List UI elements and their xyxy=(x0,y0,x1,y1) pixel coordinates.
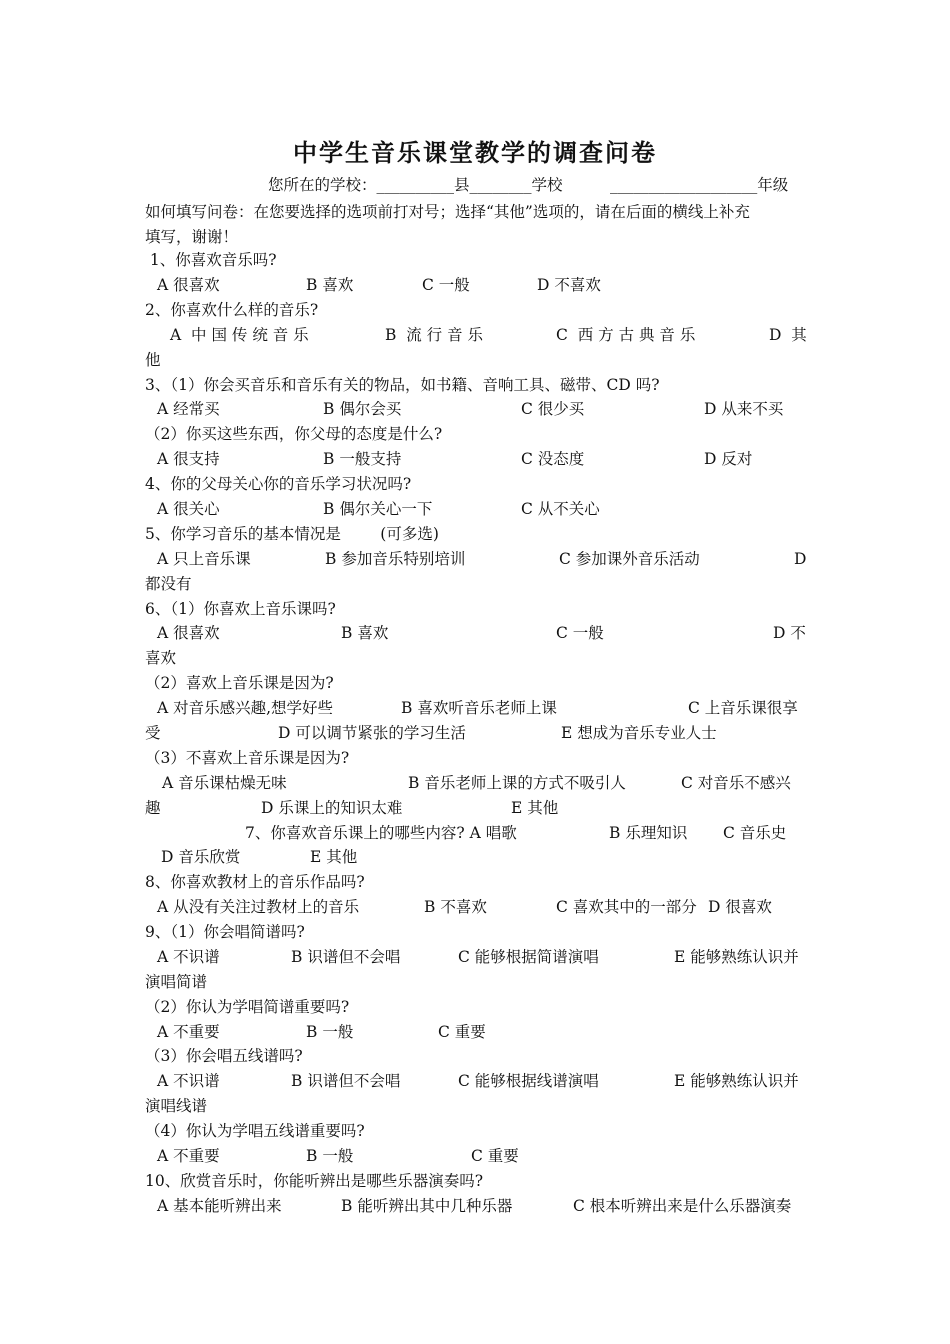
question-text: 7、你喜欢音乐课上的哪些内容? A 唱歌 xyxy=(245,824,517,842)
option-d-cont: 都没有 xyxy=(145,575,192,593)
option-a[interactable]: A 很关心 xyxy=(157,500,220,518)
question-9-sub-4-options xyxy=(0,1144,519,1169)
option-b[interactable]: B 喜欢 xyxy=(341,624,389,642)
option-b[interactable]: B 识谱但不会唱 xyxy=(291,948,401,966)
question-text: 8、你喜欢教材上的音乐作品吗? xyxy=(145,873,365,891)
option-b[interactable]: B 音乐老师上课的方式不吸引人 xyxy=(408,774,626,792)
option-a[interactable]: A 从没有关注过教材上的音乐 xyxy=(157,898,360,916)
question-text: （4）你认为学唱五线谱重要吗? xyxy=(145,1122,365,1140)
option-c[interactable]: C 能够根据线谱演唱 xyxy=(458,1072,599,1090)
question-9 xyxy=(0,920,305,945)
question-6-options xyxy=(0,621,806,646)
option-d[interactable]: D 乐课上的知识太难 xyxy=(261,799,403,817)
option-c[interactable]: C 一般 xyxy=(422,276,470,294)
option-b[interactable]: B 一般支持 xyxy=(323,450,402,468)
option-b[interactable]: B 喜欢 xyxy=(306,276,354,294)
question-text: （3）不喜欢上音乐课是因为? xyxy=(145,749,350,767)
question-6-sub-2-options xyxy=(0,696,798,721)
question-text: 9、（1）你会唱简谱吗? xyxy=(145,923,305,941)
question-7-options-cont xyxy=(0,845,358,870)
question-6-options-cont xyxy=(0,646,177,671)
option-c[interactable]: C 喜欢其中的一部分 xyxy=(556,898,697,916)
question-4 xyxy=(0,472,412,497)
option-c[interactable]: C 重要 xyxy=(438,1023,486,1041)
option-b[interactable]: B 喜欢听音乐老师上课 xyxy=(401,699,557,717)
option-c[interactable]: C 根本听辨出来是什么乐器演奏 xyxy=(573,1197,792,1215)
question-5 xyxy=(0,522,439,547)
option-d[interactable]: D 可以调节紧张的学习生活 xyxy=(278,724,466,742)
page-title: 中学生音乐课堂教学的调查问卷 xyxy=(293,138,657,167)
question-9-sub-3-options-cont xyxy=(0,1094,208,1119)
question-9-sub-3-options xyxy=(0,1069,799,1094)
question-text: （2）你买这些东西，你父母的态度是什么? xyxy=(145,425,443,443)
option-e[interactable]: E 能够熟练认识并 xyxy=(674,1072,799,1090)
option-c[interactable]: C 参加课外音乐活动 xyxy=(559,550,700,568)
option-c[interactable]: C 音乐史 xyxy=(723,824,787,842)
school-field-label: 您所在的学校：__________县________学校 xyxy=(268,176,563,194)
instructions-text: 如何填写问卷：在您要选择的选项前打对号；选择“其他”选项的，请在后面的横线上补充 xyxy=(145,203,750,221)
option-c[interactable]: C 能够根据简谱演唱 xyxy=(458,948,599,966)
question-9-options-cont xyxy=(0,970,208,995)
option-a[interactable]: A 中 国 传 统 音 乐 xyxy=(170,326,309,344)
school-line xyxy=(0,173,789,198)
question-7 xyxy=(0,821,787,846)
option-b[interactable]: B 不喜欢 xyxy=(424,898,487,916)
question-1 xyxy=(0,248,277,273)
option-c[interactable]: C 上音乐课很享 xyxy=(688,699,798,717)
question-6-sub-3 xyxy=(0,746,350,771)
question-2-options xyxy=(0,323,807,348)
question-9-sub-4 xyxy=(0,1119,365,1144)
option-b[interactable]: B 能听辨出其中几种乐器 xyxy=(341,1197,513,1215)
question-3-sub-2-options xyxy=(0,447,753,472)
option-a[interactable]: A 不重要 xyxy=(157,1147,220,1165)
option-d[interactable]: D 音乐欣赏 xyxy=(161,848,241,866)
option-d[interactable]: D xyxy=(794,550,807,568)
option-d[interactable]: D 不 xyxy=(773,624,806,642)
question-2 xyxy=(0,298,319,323)
question-9-sub-3 xyxy=(0,1044,303,1069)
option-c-cont: 趣 xyxy=(145,799,161,817)
option-c[interactable]: C 重要 xyxy=(471,1147,519,1165)
question-9-sub-2-options xyxy=(0,1020,486,1045)
question-9-options xyxy=(0,945,799,970)
question-6-sub-2 xyxy=(0,671,334,696)
option-e-cont: 演唱简谱 xyxy=(145,973,208,991)
question-text: 1、你喜欢音乐吗? xyxy=(145,251,277,269)
option-a[interactable]: A 很喜欢 xyxy=(157,624,220,642)
question-text: 2、你喜欢什么样的音乐? xyxy=(145,301,319,319)
option-d[interactable]: D 很喜欢 xyxy=(708,898,772,916)
option-c[interactable]: C 对音乐不感兴 xyxy=(681,774,791,792)
option-b[interactable]: B 流 行 音 乐 xyxy=(385,326,484,344)
question-6 xyxy=(0,597,336,622)
question-3-sub-2 xyxy=(0,422,443,447)
option-a[interactable]: A 很喜欢 xyxy=(157,276,220,294)
question-10-options xyxy=(0,1194,792,1219)
option-c[interactable]: C 一般 xyxy=(556,624,604,642)
question-3 xyxy=(0,373,660,398)
question-8 xyxy=(0,870,365,895)
question-text: （2）你认为学唱简谱重要吗? xyxy=(145,998,350,1016)
option-a[interactable]: A 只上音乐课 xyxy=(157,550,251,568)
option-a[interactable]: A 不识谱 xyxy=(157,1072,220,1090)
option-c[interactable]: C 西 方 古 典 音 乐 xyxy=(556,326,696,344)
question-1-options xyxy=(0,273,601,298)
option-c-cont: 受 xyxy=(145,724,161,742)
option-d[interactable]: D 反对 xyxy=(704,450,753,468)
question-4-options xyxy=(0,497,600,522)
option-d[interactable]: D 不喜欢 xyxy=(537,276,601,294)
option-a[interactable]: A 经常买 xyxy=(157,400,220,418)
question-text: （3）你会唱五线谱吗? xyxy=(145,1047,303,1065)
option-e[interactable]: E 想成为音乐专业人士 xyxy=(561,724,717,742)
option-c[interactable]: C 从不关心 xyxy=(521,500,600,518)
option-a[interactable]: A 音乐课枯燥无味 xyxy=(162,774,287,792)
option-c[interactable]: C 没态度 xyxy=(521,450,585,468)
question-6-sub-3-options-cont xyxy=(0,796,559,821)
question-5-options-cont xyxy=(0,572,192,597)
option-a[interactable]: A 不识谱 xyxy=(157,948,220,966)
option-d[interactable]: D 从来不买 xyxy=(704,400,784,418)
option-b[interactable]: B 乐理知识 xyxy=(609,824,688,842)
option-e[interactable]: E 其他 xyxy=(511,799,559,817)
option-d[interactable]: D 其 xyxy=(769,326,807,344)
option-b[interactable]: B 识谱但不会唱 xyxy=(291,1072,401,1090)
question-9-sub-2 xyxy=(0,995,350,1020)
question-6-sub-3-options xyxy=(0,771,791,796)
question-text: 4、你的父母关心你的音乐学习状况吗? xyxy=(145,475,412,493)
option-c[interactable]: C 很少买 xyxy=(521,400,585,418)
option-b[interactable]: B 一般 xyxy=(306,1023,354,1041)
option-e[interactable]: E 其他 xyxy=(310,848,358,866)
instructions-line-2 xyxy=(0,225,239,250)
question-text: 5、你学习音乐的基本情况是 (可多选) xyxy=(145,525,439,543)
option-a[interactable]: A 基本能听辨出来 xyxy=(157,1197,282,1215)
grade-field-label: ___________________年级 xyxy=(610,176,789,194)
question-3-options xyxy=(0,397,784,422)
question-text: 10、欣赏音乐时，你能听辨出是哪些乐器演奏吗? xyxy=(145,1172,484,1190)
option-d-cont: 他 xyxy=(145,351,161,369)
question-8-options xyxy=(0,895,772,920)
option-b[interactable]: B 参加音乐特别培训 xyxy=(325,550,466,568)
option-b[interactable]: B 一般 xyxy=(306,1147,354,1165)
question-text: （2）喜欢上音乐课是因为? xyxy=(145,674,334,692)
option-d-cont: 喜欢 xyxy=(145,649,177,667)
option-a[interactable]: A 对音乐感兴趣,想学好些 xyxy=(157,699,334,717)
option-e-cont: 演唱线谱 xyxy=(145,1097,208,1115)
option-a[interactable]: A 不重要 xyxy=(157,1023,220,1041)
question-5-options xyxy=(0,547,807,572)
instructions-line-1 xyxy=(0,200,750,225)
question-text: 3、（1）你会买音乐和音乐有关的物品，如书籍、音响工具、磁带、CD 吗? xyxy=(145,376,660,394)
option-b[interactable]: B 偶尔会买 xyxy=(323,400,402,418)
question-6-sub-2-options-cont xyxy=(0,721,717,746)
instructions-text-cont: 填写，谢谢！ xyxy=(145,228,239,246)
option-b[interactable]: B 偶尔关心一下 xyxy=(323,500,433,518)
question-text: 6、（1）你喜欢上音乐课吗? xyxy=(145,600,336,618)
question-2-options-cont xyxy=(0,348,161,373)
option-e[interactable]: E 能够熟练认识并 xyxy=(674,948,799,966)
option-a[interactable]: A 很支持 xyxy=(157,450,220,468)
question-10 xyxy=(0,1169,484,1194)
